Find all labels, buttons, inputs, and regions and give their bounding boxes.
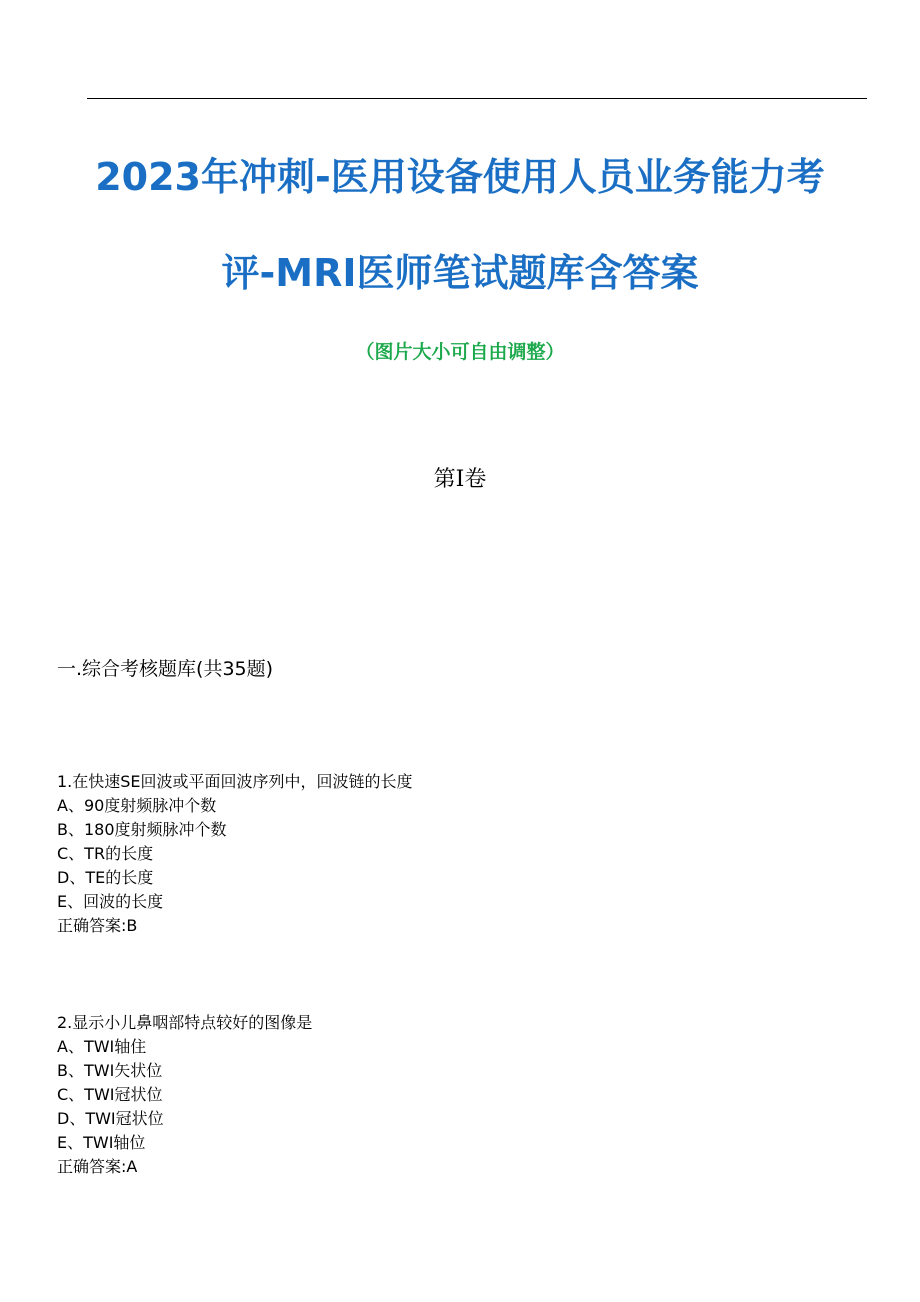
option-a: A、90度射频脉冲个数 xyxy=(57,796,217,815)
option-b: B、TWI矢状位 xyxy=(57,1061,163,1080)
volume-label: 第I卷 xyxy=(433,467,487,492)
question-stem: 1.在快速SE回波或平面回波序列中，回波链的长度 xyxy=(57,772,413,791)
document-title-line-2: 评-MRI医师笔试题库含答案 xyxy=(221,251,699,295)
option-d: D、TE的长度 xyxy=(57,868,154,887)
option-e: E、回波的长度 xyxy=(57,892,164,911)
correct-answer: 正确答案:A xyxy=(57,1157,138,1176)
image-resize-note: （图片大小可自由调整） xyxy=(355,341,565,363)
option-c: C、TR的长度 xyxy=(57,844,154,863)
option-a: A、TWI轴住 xyxy=(57,1037,147,1056)
question-2 xyxy=(57,1011,312,1179)
question-stem: 2.显示小儿鼻咽部特点较好的图像是 xyxy=(57,1013,313,1032)
question-1 xyxy=(57,770,413,938)
header-rule xyxy=(87,98,867,99)
section-heading: 一.综合考核题库(共35题) xyxy=(57,658,274,680)
correct-answer: 正确答案:B xyxy=(57,916,138,935)
document-title-line-1: 2023年冲刺-医用设备使用人员业务能力考 xyxy=(95,155,825,199)
option-e: E、TWI轴位 xyxy=(57,1133,146,1152)
option-d: D、TWI冠状位 xyxy=(57,1109,164,1128)
option-b: B、180度射频脉冲个数 xyxy=(57,820,227,839)
option-c: C、TWI冠状位 xyxy=(57,1085,163,1104)
